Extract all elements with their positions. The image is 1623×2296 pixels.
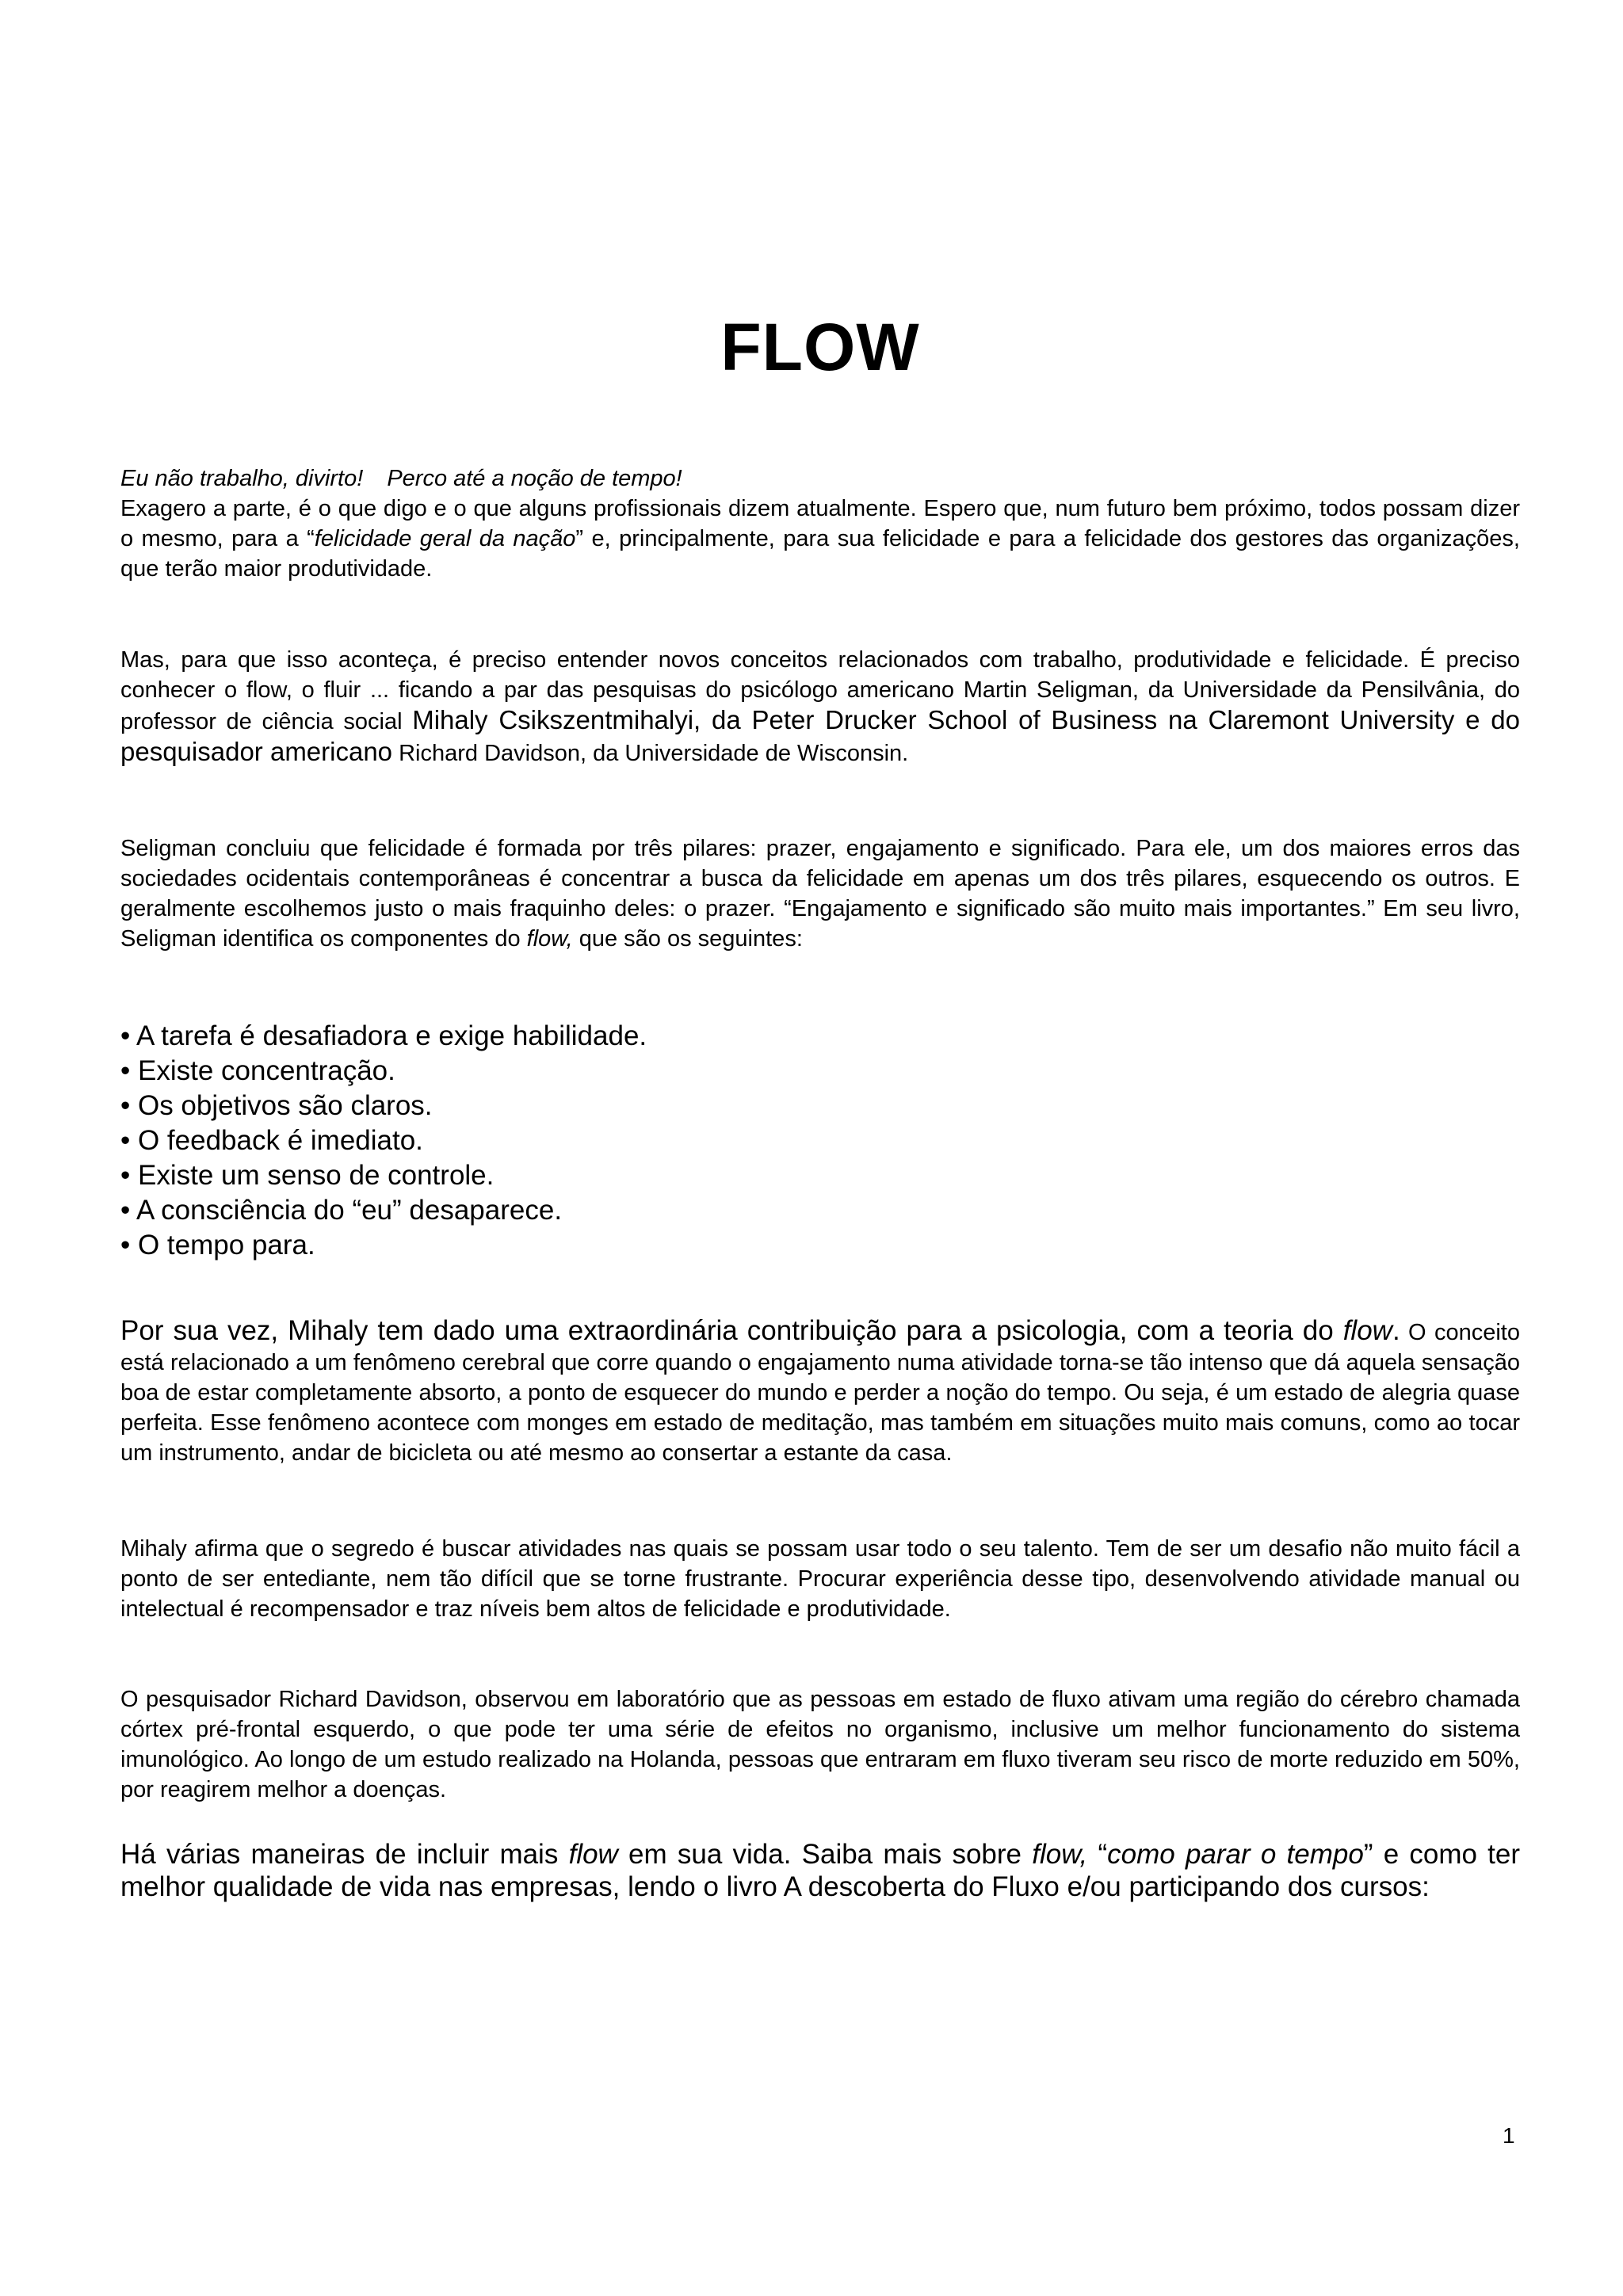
list-item: • A tarefa é desafiadora e exige habilidade.	[120, 1020, 647, 1051]
p7-emphasis-1: flow	[568, 1839, 618, 1870]
page-number: 1	[1503, 2123, 1515, 2148]
intro-text	[120, 494, 1520, 584]
p3-text-b: que são os seguintes:	[572, 926, 803, 952]
p3-text-emphasis: flow,	[526, 926, 573, 952]
flow-components-list	[120, 1019, 1520, 1263]
list-item: • A consciência do “eu” desaparece.	[120, 1195, 563, 1226]
paragraph-talent	[120, 1534, 1520, 1624]
list-item: • O feedback é imediato.	[120, 1125, 423, 1156]
p7-text-b: em sua vida. Saiba mais sobre	[617, 1839, 1033, 1870]
list-item: • O tempo para.	[120, 1230, 315, 1261]
list-item: • Os objetivos são claros.	[120, 1090, 433, 1121]
intro-paragraph	[120, 463, 1520, 584]
paragraph-mihaly	[120, 1316, 1520, 1468]
p2-text-b: Mihaly Csikszentmihalyi, da Peter Drucker School of Business na Claremont University e do pesquisador americano	[120, 705, 1520, 766]
paragraph-mihaly-text	[120, 1316, 1520, 1468]
p2-text-c: Richard Davidson, da Universidade de Wisconsin.	[392, 741, 909, 766]
p7-text-c: “	[1087, 1839, 1108, 1870]
paragraph-closing	[120, 1838, 1520, 1903]
p7-text-a: Há várias maneiras de incluir mais	[120, 1839, 569, 1870]
list-item: • Existe um senso de controle.	[120, 1160, 495, 1191]
p7-emphasis-2: flow,	[1032, 1839, 1088, 1870]
intro-text-a: Exagero a parte, é o que digo e o que alguns profissionais dizem atualmente. Espero que, num futuro bem próximo, todos possam dizer o mesmo, para a “	[120, 496, 1520, 551]
tagline-part-2: Perco até a noção de tempo!	[387, 466, 682, 491]
list-item: • Existe concentração.	[120, 1055, 395, 1086]
page-title: FLOW	[720, 310, 920, 384]
intro-text-emphasis: felicidade geral da nação	[314, 526, 576, 551]
tagline-part-1: Eu não trabalho, divirto!	[120, 466, 364, 491]
paragraph-seligman	[120, 833, 1520, 954]
paragraph-seligman-text	[120, 833, 1520, 954]
p4-lead-b: .	[1392, 1315, 1400, 1346]
p4-text: O conceito está relacionado a um fenômeno cerebral que corre quando o engajamento numa atividade torna-se tão intenso que dá aquela sensação boa de estar completamente absorto, a ponto de esquecer do mundo e perder a noção do tempo. Ou seja, é um estado de alegria quase perfeita. Esse fenômeno acontece com monges em estado de meditação, mas também em situações muito mais comuns, como ao tocar um instrumento, andar de bicicleta ou até mesmo ao consertar a estante da casa.	[120, 1320, 1520, 1466]
paragraph-researchers	[120, 645, 1520, 769]
p2-text-a: Mas, para que isso aconteça, é preciso entender novos conceitos relacionados com trabalho, produtividade e felicidade. É preciso conhecer o flow, o fluir ... ficando a par das pesquisas do psicólogo americano Martin Seligman, da Universidade da Pensilvânia, do professor de ciência social	[120, 647, 1520, 734]
paragraph-davidson	[120, 1684, 1520, 1805]
paragraph-talent-text: Mihaly afirma que o segredo é buscar atividades nas quais se possam usar todo o seu talento. Tem de ser um desafio não muito fácil a ponto de ser entediante, nem tão difícil que se torne frustrante. Procurar experiência desse tipo, desenvolvendo atividade manual ou intelectual é recompensador e traz níveis bem altos de felicidade e produtividade.	[120, 1536, 1520, 1622]
paragraph-researchers-text	[120, 645, 1520, 769]
p4-lead-emphasis: flow	[1342, 1315, 1392, 1346]
p3-text-a: Seligman concluiu que felicidade é formada por três pilares: prazer, engajamento e significado. Para ele, um dos maiores erros das sociedades ocidentais contemporâneas é concentrar a busca da felicidade em apenas um dos três pilares, esquecendo os outros. E geralmente escolhemos justo o mais fraquinho deles: o prazer. “Engajamento e significado são muito mais importantes.” Em seu livro, Seligman identifica os componentes do	[120, 836, 1520, 952]
p7-text-d: ” e como ter melhor qualidade de vida nas empresas, lendo o livro A descoberta do Fluxo e/ou participando dos cursos:	[120, 1839, 1521, 1902]
document-page	[120, 0, 1520, 2296]
paragraph-davidson-text: O pesquisador Richard Davidson, observou em laboratório que as pessoas em estado de fluxo ativam uma região do cérebro chamada córtex pré-frontal esquerdo, o que pode ter uma série de efeitos no organismo, inclusive um melhor funcionamento do sistema imunológico. Ao longo de um estudo realizado na Holanda, pessoas que entraram em fluxo tiveram seu risco de morte reduzido em 50%, por reagirem melhor a doenças.	[120, 1687, 1520, 1802]
p7-emphasis-3: como parar o tempo	[1107, 1839, 1364, 1870]
intro-tagline	[120, 463, 1520, 494]
intro-text-b: ” e, principalmente, para sua felicidade e para a felicidade dos gestores das organizações, que terão maior produtividade.	[120, 526, 1520, 582]
p4-lead-a: Por sua vez, Mihaly tem dado uma extraordinária contribuição para a psicologia, com a teoria do	[120, 1315, 1343, 1346]
